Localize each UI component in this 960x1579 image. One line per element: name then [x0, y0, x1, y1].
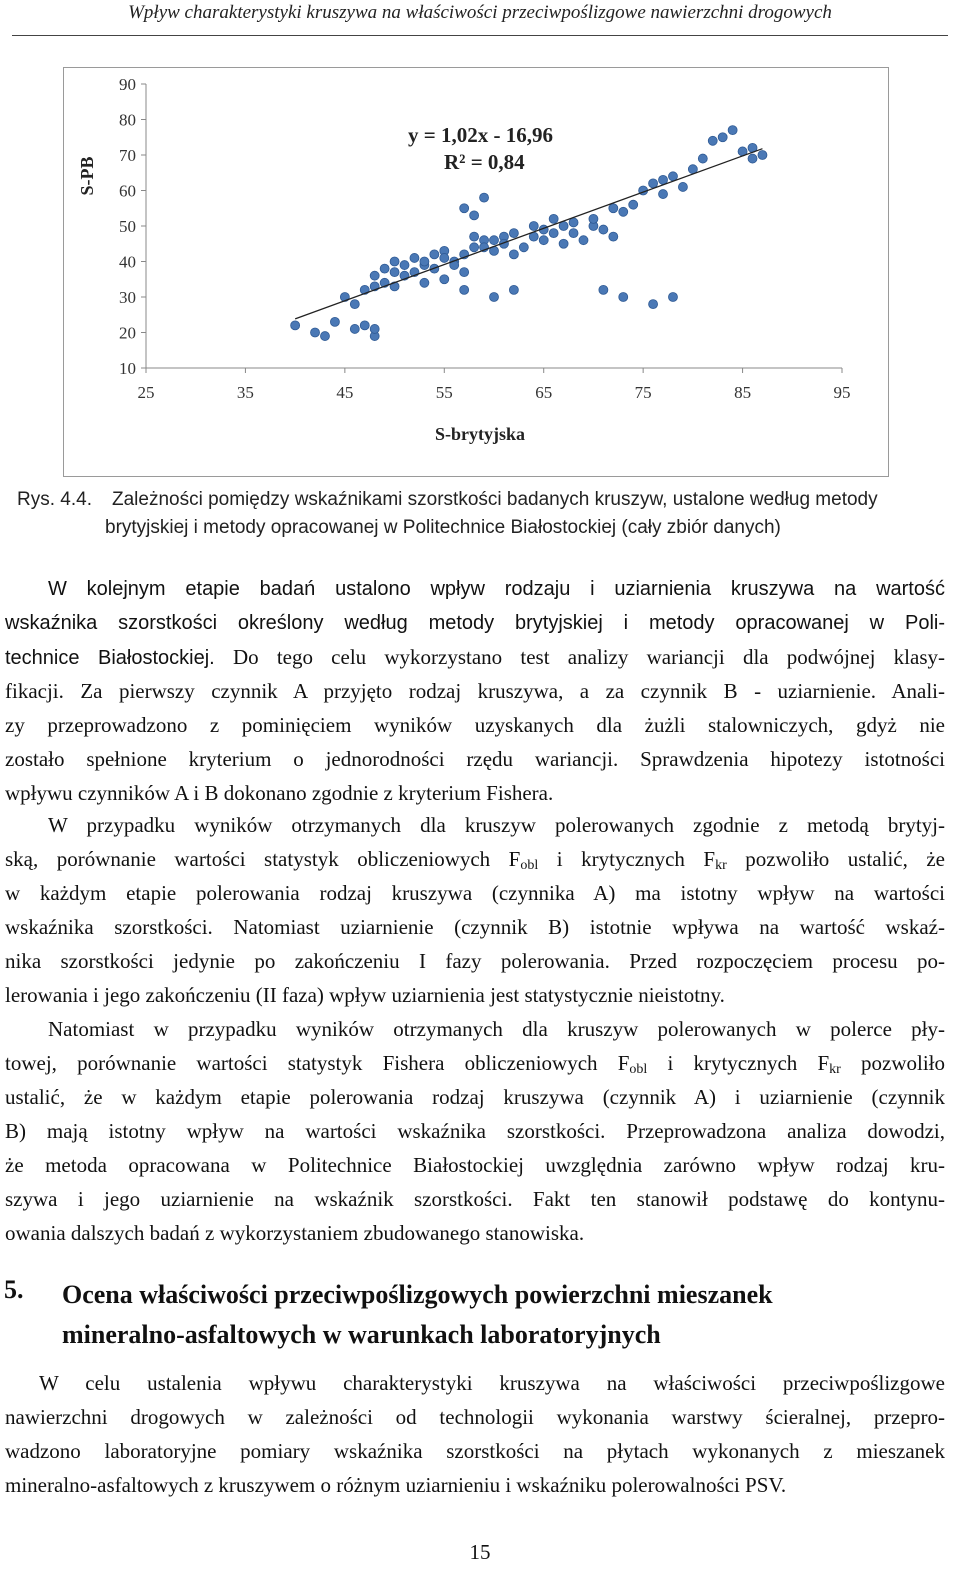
data-point	[470, 243, 479, 252]
data-point	[549, 214, 558, 223]
x-tick-label: 95	[833, 383, 851, 402]
text-line: ustalić, że w każdym etapie polerowania rodzaj kruszywa (czynnik A) i uziarnienie (czynnik	[5, 1085, 945, 1109]
data-point	[758, 151, 767, 160]
data-point	[370, 324, 379, 333]
data-point	[599, 285, 608, 294]
data-point	[609, 232, 618, 241]
text-line: lerowania i jego zakończeniu (II faza) wpływ uziarnienia jest statystycznie nieistotny.	[5, 983, 725, 1007]
data-point	[311, 328, 320, 337]
trendline-equation: y = 1,02x - 16,96	[408, 123, 553, 147]
running-header: Wpływ charakterystyki kruszywa na właściwości przeciwpoślizgowe nawierzchni drogowych	[128, 2, 832, 23]
text-line: wpływu czynników A i B dokonano zgodnie z kryterium Fishera.	[5, 781, 554, 805]
data-point	[390, 257, 399, 266]
y-tick-label: 90	[119, 75, 136, 94]
figure-scatter-chart	[63, 67, 889, 477]
text-line: ską, porównanie wartości statystyk obliczeniowych $F_{obl}$ i krytycznych $F_{kr}$ pozwoliło ustalić, że	[5, 847, 946, 873]
data-point	[480, 193, 489, 202]
data-point	[609, 204, 618, 213]
section-title	[62, 1275, 922, 1355]
data-point	[629, 200, 638, 209]
data-point	[420, 278, 429, 287]
section-title-line-2: mineralno-asfaltowych w warunkach laboratoryjnych	[62, 1320, 661, 1349]
data-point	[380, 264, 389, 273]
x-tick-label: 85	[734, 383, 752, 402]
data-point	[619, 293, 628, 302]
data-point	[519, 243, 528, 252]
text-line: zostało spełnione kryterium o jednorodności rzędu wariancji. Sprawdzenia hipotezy istotności	[5, 747, 945, 771]
section-number: 5.	[4, 1275, 24, 1304]
data-point	[330, 317, 339, 326]
data-point	[410, 253, 419, 262]
data-point	[659, 190, 668, 199]
data-point	[569, 229, 578, 238]
y-axis-label: S-PB	[77, 156, 97, 196]
data-point	[470, 232, 479, 241]
text-line: technice Białostockiej. Do tego celu wykorzystano test analizy wariancji dla podwójnej klasy-	[5, 645, 945, 669]
figure-caption	[17, 486, 947, 542]
data-point	[460, 268, 469, 277]
data-point	[460, 285, 469, 294]
scatter-chart	[64, 68, 888, 476]
r-squared-label: R² = 0,84	[444, 150, 525, 174]
y-tick-label: 30	[119, 288, 136, 307]
y-tick-label: 40	[119, 252, 136, 272]
y-tick-label: 70	[119, 146, 136, 165]
text-line: fikacji. Za pierwszy czynnik A przyjęto rodzaj kruszywa, a za czynnik B - uziarnienie. Anali-	[5, 679, 945, 703]
data-point	[529, 222, 538, 231]
paragraph-2	[5, 808, 945, 1012]
text-line: Natomiast w przypadku wyników otrzymanych dla kruszyw polerowanych w polerce pły-	[48, 1017, 945, 1041]
data-point	[490, 236, 499, 245]
data-point	[430, 250, 439, 259]
y-tick-label: 80	[119, 110, 136, 130]
data-point	[350, 300, 359, 309]
data-point	[599, 225, 608, 234]
text-line: zy przeprowadzono z pominięciem wyników uzyskanych dla żużli stalowniczych, gdyż nie	[5, 713, 945, 737]
text-line: wskaźnika szorstkości określony według metody brytyjskiej i metody opracowanej w Poli-	[5, 612, 945, 634]
data-point	[291, 321, 300, 330]
data-point	[490, 293, 499, 302]
header-rule	[12, 35, 948, 36]
text-line: w każdym etapie polerowania rodzaj kruszywa (czynnika A) ma istotny wpływ na wartości	[5, 881, 945, 905]
text-line: W kolejnym etapie badań ustalono wpływ rodzaju i uziarnienia kruszywa na wartość	[48, 578, 945, 600]
data-point	[539, 236, 548, 245]
text-line: mineralno-asfaltowych z kruszywem o różnym uziarnieniu i wskaźniku polerowalności PSV.	[5, 1473, 787, 1497]
paragraph-4	[5, 1366, 945, 1502]
paragraph-1	[5, 572, 945, 810]
text-line: nawierzchni drogowych w zależności od technologii wykonania warstwy ścieralnej, przepro-	[5, 1405, 945, 1429]
x-tick-label: 75	[634, 383, 652, 402]
data-point	[509, 250, 518, 259]
data-point	[420, 257, 429, 266]
data-point	[748, 154, 757, 163]
text-line: szywa i jego uziarnienie na wskaźnik szorstkości. Fakt ten stanowił podstawę do kontynu-	[5, 1187, 945, 1211]
text-line: nika szorstkości jedynie po zakończeniu I fazy polerowania. Przed rozpoczęciem procesu po-	[5, 949, 945, 973]
data-point	[559, 239, 568, 248]
text-line: wadzono laboratoryjne pomiary wskaźnika szorstkości na płytach wykonanych z mieszanek	[5, 1439, 945, 1463]
x-axis-label: S-brytyjska	[434, 424, 526, 444]
y-tick-label: 10	[119, 359, 136, 378]
data-point	[708, 136, 717, 145]
x-tick-label: 25	[137, 383, 155, 402]
data-point	[460, 204, 469, 213]
data-point	[649, 179, 658, 188]
data-point	[549, 229, 558, 238]
caption-line-2: brytyjskiej i metody opracowanej w Politechnice Białostockiej (cały zbiór danych)	[105, 517, 781, 538]
text-line: W przypadku wyników otrzymanych dla kruszyw polerowanych zgodnie z metodą brytyj-	[48, 813, 945, 837]
paragraph-3	[5, 1012, 945, 1250]
data-point	[718, 133, 727, 142]
text-line: owania dalszych badań z wykorzystaniem zbudowanego stanowiska.	[5, 1221, 585, 1245]
y-tick-label: 20	[119, 323, 136, 343]
data-point	[509, 229, 518, 238]
data-point	[649, 300, 658, 309]
data-point	[470, 211, 479, 220]
x-tick-label: 65	[535, 383, 553, 402]
x-tick-label: 35	[236, 383, 254, 402]
data-point	[659, 175, 668, 184]
y-tick-label: 60	[119, 181, 136, 201]
x-tick-label: 45	[336, 383, 354, 402]
data-point	[579, 236, 588, 245]
data-point	[350, 324, 359, 333]
y-tick-label: 50	[119, 217, 136, 236]
data-point	[390, 268, 399, 277]
data-point	[440, 253, 449, 262]
text-line: wskaźnika szorstkości. Natomiast uziarnienie (czynnik B) istotnie wpływa na wartość wskaź-	[5, 915, 945, 939]
caption-line-1: Zależności pomiędzy wskaźnikami szorstkości badanych kruszyw, ustalone według metody	[112, 489, 878, 510]
section-title-line-1: Ocena właściwości przeciwpoślizgowych powierzchni mieszanek	[62, 1280, 773, 1309]
data-point	[360, 321, 369, 330]
data-point	[698, 154, 707, 163]
data-point	[619, 207, 628, 216]
text-line: że metoda opracowana w Politechnice Białostockiej uwzględnia zarówno wpływ rodzaj kru-	[5, 1153, 945, 1177]
text-line: towej, porównanie wartości statystyk Fishera obliczeniowych $F_{obl}$ i krytycznych $F_{kr}$ pozwoliło	[5, 1051, 945, 1077]
data-point	[320, 332, 329, 341]
data-point	[668, 293, 677, 302]
text-line: W celu ustalenia wpływu charakterystyki kruszywa na właściwości przeciwpoślizgowe	[39, 1371, 945, 1395]
data-point	[728, 126, 737, 135]
data-point	[509, 285, 518, 294]
data-point	[589, 214, 598, 223]
data-point	[370, 271, 379, 280]
data-point	[440, 275, 449, 284]
data-point	[678, 182, 687, 191]
page-number: 15	[469, 1540, 491, 1564]
data-point	[400, 261, 409, 270]
caption-label: Rys. 4.4.	[17, 489, 92, 510]
x-tick-label: 55	[435, 383, 453, 402]
text-line: B) mają istotny wpływ na wartości wskaźnika szorstkości. Przeprowadzona analiza dowodzi,	[5, 1119, 945, 1143]
